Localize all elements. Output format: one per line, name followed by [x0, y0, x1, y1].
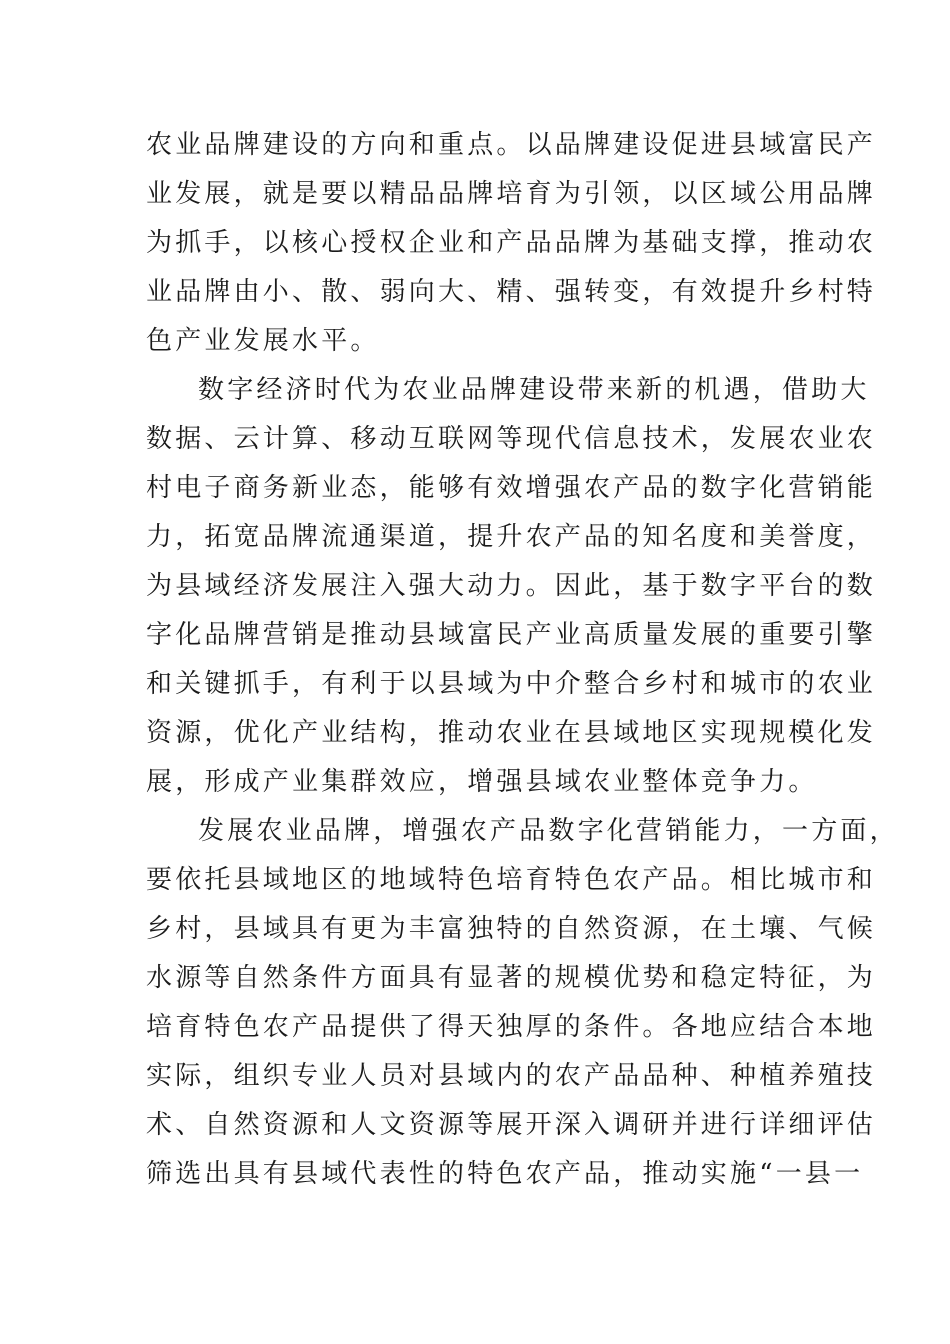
paragraph-line: 和关键抓手，有利于以县域为中介整合乡村和城市的农业 — [146, 669, 877, 699]
paragraph-line: 为抓手，以核心授权企业和产品品牌为基础支撑，推动农 — [146, 228, 877, 258]
paragraph-1 — [146, 121, 877, 366]
paragraph-line: 农业品牌建设的方向和重点。以品牌建设促进县域富民产 — [146, 130, 877, 160]
paragraph-line: 业发展，就是要以精品品牌培育为引领，以区域公用品牌 — [146, 179, 877, 209]
paragraph-line: 资源，优化产业结构，推动农业在县域地区实现规模化发 — [146, 718, 877, 748]
paragraph-line: 为县域经济发展注入强大动力。因此，基于数字平台的数 — [146, 571, 877, 601]
paragraph-line: 发展农业品牌，增强农产品数字化营销能力，一方面， — [198, 816, 899, 846]
paragraph-3 — [146, 807, 899, 1199]
paragraph-line: 水源等自然条件方面具有显著的规模优势和稳定特征，为 — [146, 963, 877, 993]
paragraph-line: 数字经济时代为农业品牌建设带来新的机遇，借助大 — [198, 375, 870, 405]
paragraph-line: 要依托县域地区的地域特色培育特色农产品。相比城市和 — [146, 865, 877, 895]
paragraph-line: 实际，组织专业人员对县域内的农产品品种、种植养殖技 — [146, 1061, 877, 1091]
paragraph-line: 筛选出具有县域代表性的特色农产品，推动实施“一县一 — [146, 1159, 864, 1189]
paragraph-line: 业品牌由小、散、弱向大、精、强转变，有效提升乡村特 — [146, 277, 877, 307]
paragraph-line: 展，形成产业集群效应，增强县域农业整体竞争力。 — [146, 767, 818, 797]
paragraph-line: 村电子商务新业态，能够有效增强农产品的数字化营销能 — [146, 473, 877, 503]
document-body — [146, 121, 899, 1199]
paragraph-line: 培育特色农产品提供了得天独厚的条件。各地应结合本地 — [146, 1012, 877, 1042]
paragraph-line: 术、自然资源和人文资源等展开深入调研并进行详细评估 — [146, 1110, 877, 1140]
paragraph-line: 色产业发展水平。 — [146, 326, 380, 356]
paragraph-line: 数据、云计算、移动互联网等现代信息技术，发展农业农 — [146, 424, 877, 454]
paragraph-line: 力，拓宽品牌流通渠道，提升农产品的知名度和美誉度， — [146, 522, 877, 552]
paragraph-2 — [146, 366, 877, 807]
paragraph-line: 字化品牌营销是推动县域富民产业高质量发展的重要引擎 — [146, 620, 877, 650]
paragraph-line: 乡村，县域具有更为丰富独特的自然资源，在土壤、气候 — [146, 914, 877, 944]
